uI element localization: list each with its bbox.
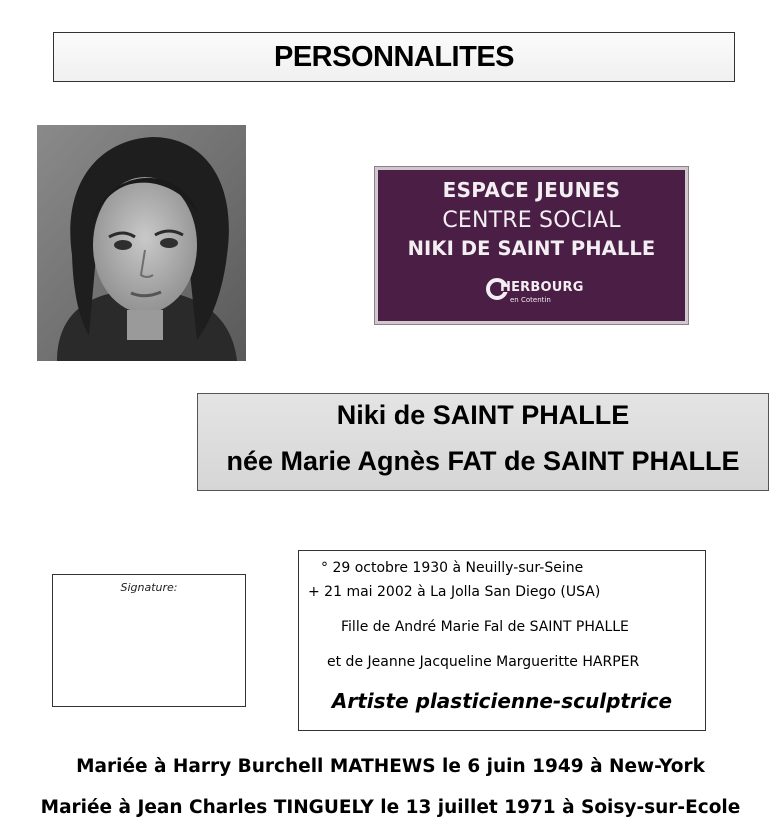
page-title: PERSONNALITES (273, 40, 515, 73)
plaque-line-2: CENTRE SOCIAL (442, 208, 621, 233)
plaque-line-3: NIKI DE SAINT PHALLE (407, 237, 656, 260)
father-info: Fille de André Marie Fal de SAINT PHALLE (341, 619, 629, 635)
profession: Artiste plasticienne-sculptrice (331, 689, 673, 713)
death-info: + 21 mai 2002 à La Jolla San Diego (USA) (308, 584, 601, 600)
signature-label: Signature: (120, 581, 178, 594)
page-title-box (53, 32, 735, 82)
birth-info: ° 29 octobre 1930 à Neuilly-sur-Seine (321, 560, 584, 576)
birth-name: née Marie Agnès FAT de SAINT PHALLE (226, 446, 740, 476)
mother-info: et de Jeanne Jacqueline Margueritte HARPER (327, 654, 640, 670)
street-plaque (375, 167, 688, 324)
portrait-photo (37, 125, 246, 361)
logo-text: HERBOURG (500, 280, 584, 295)
portrait-image (37, 125, 246, 361)
person-name: Niki de SAINT PHALLE (336, 400, 630, 430)
logo-subtext: en Cotentin (510, 296, 551, 304)
marriage-1: Mariée à Harry Burchell MATHEWS le 6 juin 1949 à New-York (76, 756, 705, 777)
signature-box (52, 574, 246, 707)
biography-box (298, 550, 706, 731)
plaque-line-1: ESPACE JEUNES (442, 178, 621, 202)
cherbourg-logo (486, 276, 596, 306)
marriage-2: Mariée à Jean Charles TINGUELY le 13 juillet 1971 à Soisy-sur-Ecole (40, 797, 741, 818)
name-box (197, 393, 769, 491)
